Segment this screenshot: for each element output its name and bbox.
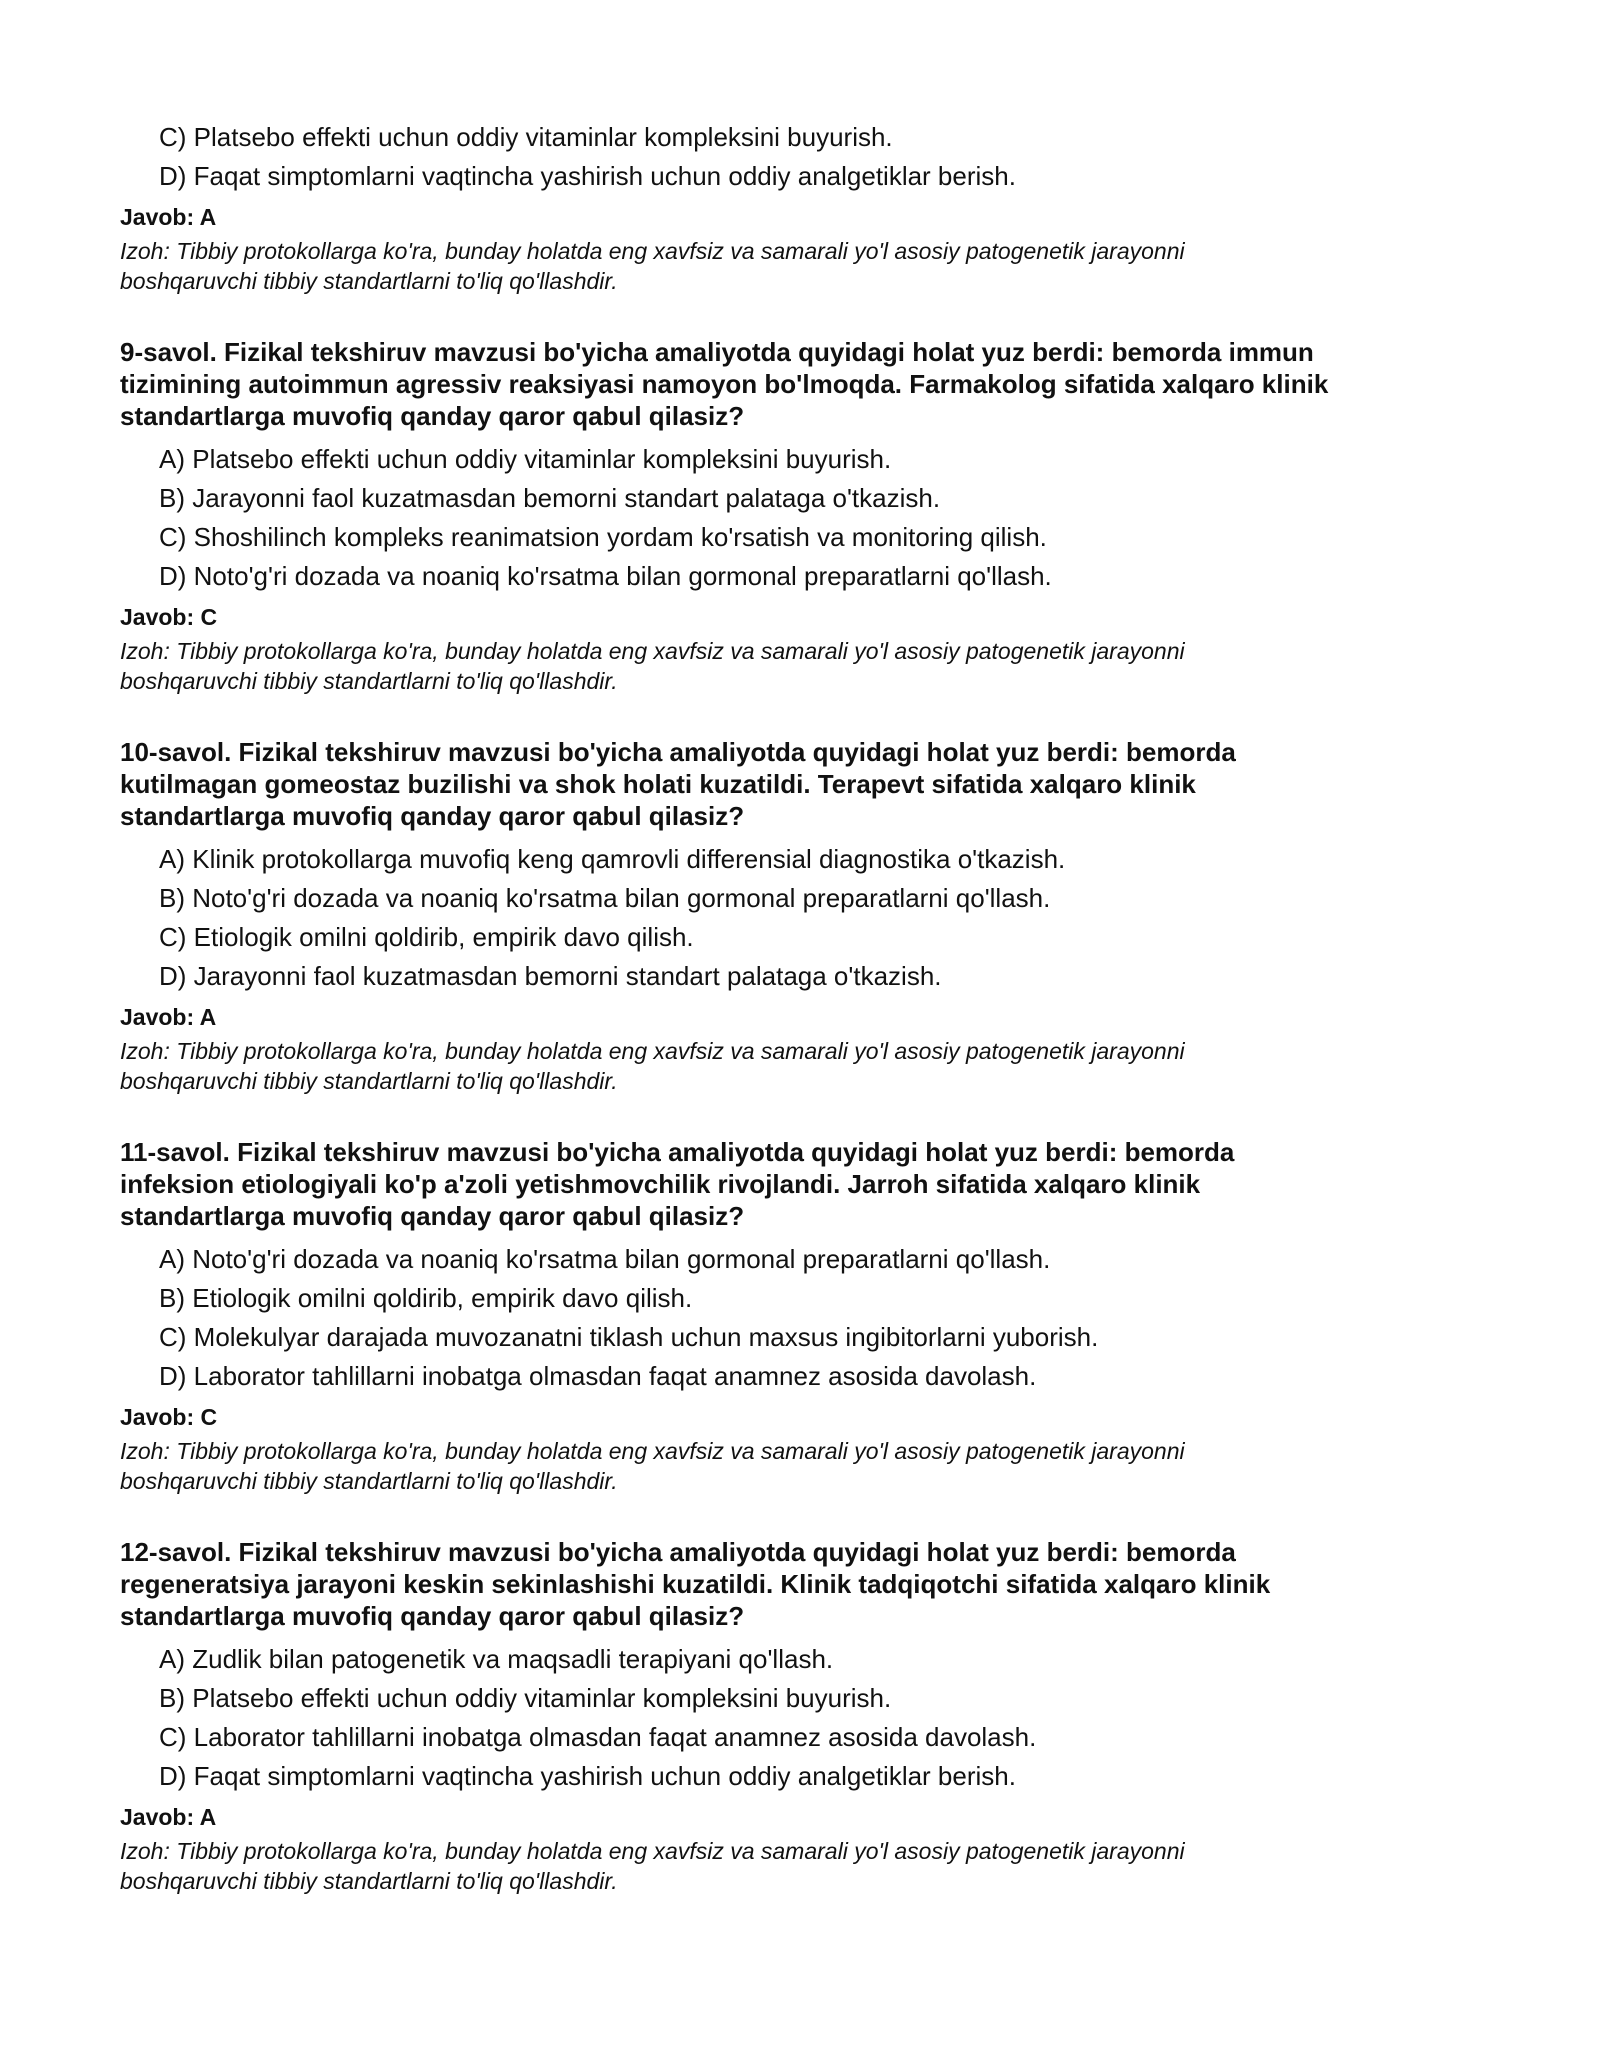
question-title-line: tizimining autoimmun agressiv reaksiyasi namoyon bo'lmoqda. Farmakolog sifatida xalqaro klinik	[120, 369, 1329, 399]
explanation-line: boshqaruvchi tibbiy standartlarni to'liq qo'llashdir.	[120, 268, 618, 294]
option-c: C) Platsebo effekti uchun oddiy vitaminlar kompleksini buyurish.	[159, 122, 893, 152]
explanation	[120, 1436, 1480, 1496]
explanation-line: Izoh: Tibbiy protokollarga ko'ra, bunday holatda eng xavfsiz va samarali yo'l asosiy patogenetik jarayonni	[120, 638, 1185, 664]
option-b: B) Noto'g'ri dozada va noaniq ko'rsatma bilan gormonal preparatlarni qo'llash.	[159, 883, 1051, 913]
question-title-line: 11-savol. Fizikal tekshiruv mavzusi bo'yicha amaliyotda quyidagi holat yuz berdi: bemorda	[120, 1137, 1235, 1167]
question-title-line: 9-savol. Fizikal tekshiruv mavzusi bo'yicha amaliyotda quyidagi holat yuz berdi: bemorda immun	[120, 337, 1314, 367]
option-b: B) Jarayonni faol kuzatmasdan bemorni standart palataga o'tkazish.	[159, 483, 941, 513]
explanation-line: boshqaruvchi tibbiy standartlarni to'liq qo'llashdir.	[120, 1468, 618, 1494]
question-title	[120, 336, 1480, 432]
option-c: C) Shoshilinch kompleks reanimatsion yordam ko'rsatish va monitoring qilish.	[159, 522, 1047, 552]
option-c: C) Laborator tahlillarni inobatga olmasdan faqat anamnez asosida davolash.	[159, 1722, 1037, 1752]
question-title-line: standartlarga muvofiq qanday qaror qabul qilasiz?	[120, 801, 745, 831]
answer-label: Javob: A	[120, 204, 217, 230]
question-12	[120, 1536, 1480, 1896]
explanation-line: Izoh: Tibbiy protokollarga ko'ra, bunday holatda eng xavfsiz va samarali yo'l asosiy patogenetik jarayonni	[120, 238, 1185, 264]
option-d: D) Jarayonni faol kuzatmasdan bemorni standart palataga o'tkazish.	[159, 961, 942, 991]
explanation	[120, 636, 1480, 696]
explanation-line: boshqaruvchi tibbiy standartlarni to'liq qo'llashdir.	[120, 1068, 618, 1094]
question-title-line: 12-savol. Fizikal tekshiruv mavzusi bo'yicha amaliyotda quyidagi holat yuz berdi: bemorda	[120, 1537, 1236, 1567]
question-title-line: standartlarga muvofiq qanday qaror qabul qilasiz?	[120, 1201, 745, 1231]
option-d: D) Noto'g'ri dozada va noaniq ko'rsatma bilan gormonal preparatlarni qo'llash.	[159, 561, 1052, 591]
question-title-line: 10-savol. Fizikal tekshiruv mavzusi bo'yicha amaliyotda quyidagi holat yuz berdi: bemorda	[120, 737, 1236, 767]
question-title-line: infeksion etiologiyali ko'p a'zoli yetishmovchilik rivojlandi. Jarroh sifatida xalqaro klinik	[120, 1169, 1201, 1199]
question-title-line: regeneratsiya jarayoni keskin sekinlashishi kuzatildi. Klinik tadqiqotchi sifatida xalqaro klinik	[120, 1569, 1271, 1599]
question-title-line: standartlarga muvofiq qanday qaror qabul qilasiz?	[120, 1601, 745, 1631]
question-title	[120, 1536, 1480, 1632]
option-d: D) Laborator tahlillarni inobatga olmasdan faqat anamnez asosida davolash.	[159, 1361, 1037, 1391]
option-d: D) Faqat simptomlarni vaqtincha yashirish uchun oddiy analgetiklar berish.	[159, 1761, 1016, 1791]
answer-label: Javob: A	[120, 1004, 217, 1030]
document-page	[120, 118, 1480, 1896]
option-d: D) Faqat simptomlarni vaqtincha yashirish uchun oddiy analgetiklar berish.	[159, 161, 1016, 191]
explanation-line: Izoh: Tibbiy protokollarga ko'ra, bunday holatda eng xavfsiz va samarali yo'l asosiy patogenetik jarayonni	[120, 1838, 1185, 1864]
answer-label: Javob: A	[120, 1804, 217, 1830]
option-a: A) Platsebo effekti uchun oddiy vitaminlar kompleksini buyurish.	[159, 444, 892, 474]
option-a: A) Klinik protokollarga muvofiq keng qamrovli differensial diagnostika o'tkazish.	[159, 844, 1066, 874]
question-title	[120, 1136, 1480, 1232]
explanation	[120, 1836, 1480, 1896]
option-a: A) Zudlik bilan patogenetik va maqsadli terapiyani qo'llash.	[159, 1644, 834, 1674]
explanation-line: boshqaruvchi tibbiy standartlarni to'liq qo'llashdir.	[120, 1868, 618, 1894]
explanation-line: Izoh: Tibbiy protokollarga ko'ra, bunday holatda eng xavfsiz va samarali yo'l asosiy patogenetik jarayonni	[120, 1438, 1185, 1464]
option-c: C) Etiologik omilni qoldirib, empirik davo qilish.	[159, 922, 694, 952]
explanation-line: boshqaruvchi tibbiy standartlarni to'liq qo'llashdir.	[120, 668, 618, 694]
question-10	[120, 736, 1480, 1096]
option-b: B) Platsebo effekti uchun oddiy vitaminlar kompleksini buyurish.	[159, 1683, 892, 1713]
question-8-continuation	[120, 118, 1480, 296]
option-c: C) Molekulyar darajada muvozanatni tiklash uchun maxsus ingibitorlarni yuborish.	[159, 1322, 1099, 1352]
answer-label: Javob: C	[120, 1404, 218, 1430]
option-b: B) Etiologik omilni qoldirib, empirik davo qilish.	[159, 1283, 693, 1313]
question-title-line: kutilmagan gomeostaz buzilishi va shok holati kuzatildi. Terapevt sifatida xalqaro klinik	[120, 769, 1196, 799]
question-title	[120, 736, 1480, 832]
question-11	[120, 1136, 1480, 1496]
explanation-line: Izoh: Tibbiy protokollarga ko'ra, bunday holatda eng xavfsiz va samarali yo'l asosiy patogenetik jarayonni	[120, 1038, 1185, 1064]
explanation	[120, 236, 1480, 296]
option-a: A) Noto'g'ri dozada va noaniq ko'rsatma bilan gormonal preparatlarni qo'llash.	[159, 1244, 1051, 1274]
question-9	[120, 336, 1480, 696]
answer-label: Javob: C	[120, 604, 218, 630]
question-title-line: standartlarga muvofiq qanday qaror qabul qilasiz?	[120, 401, 745, 431]
explanation	[120, 1036, 1480, 1096]
